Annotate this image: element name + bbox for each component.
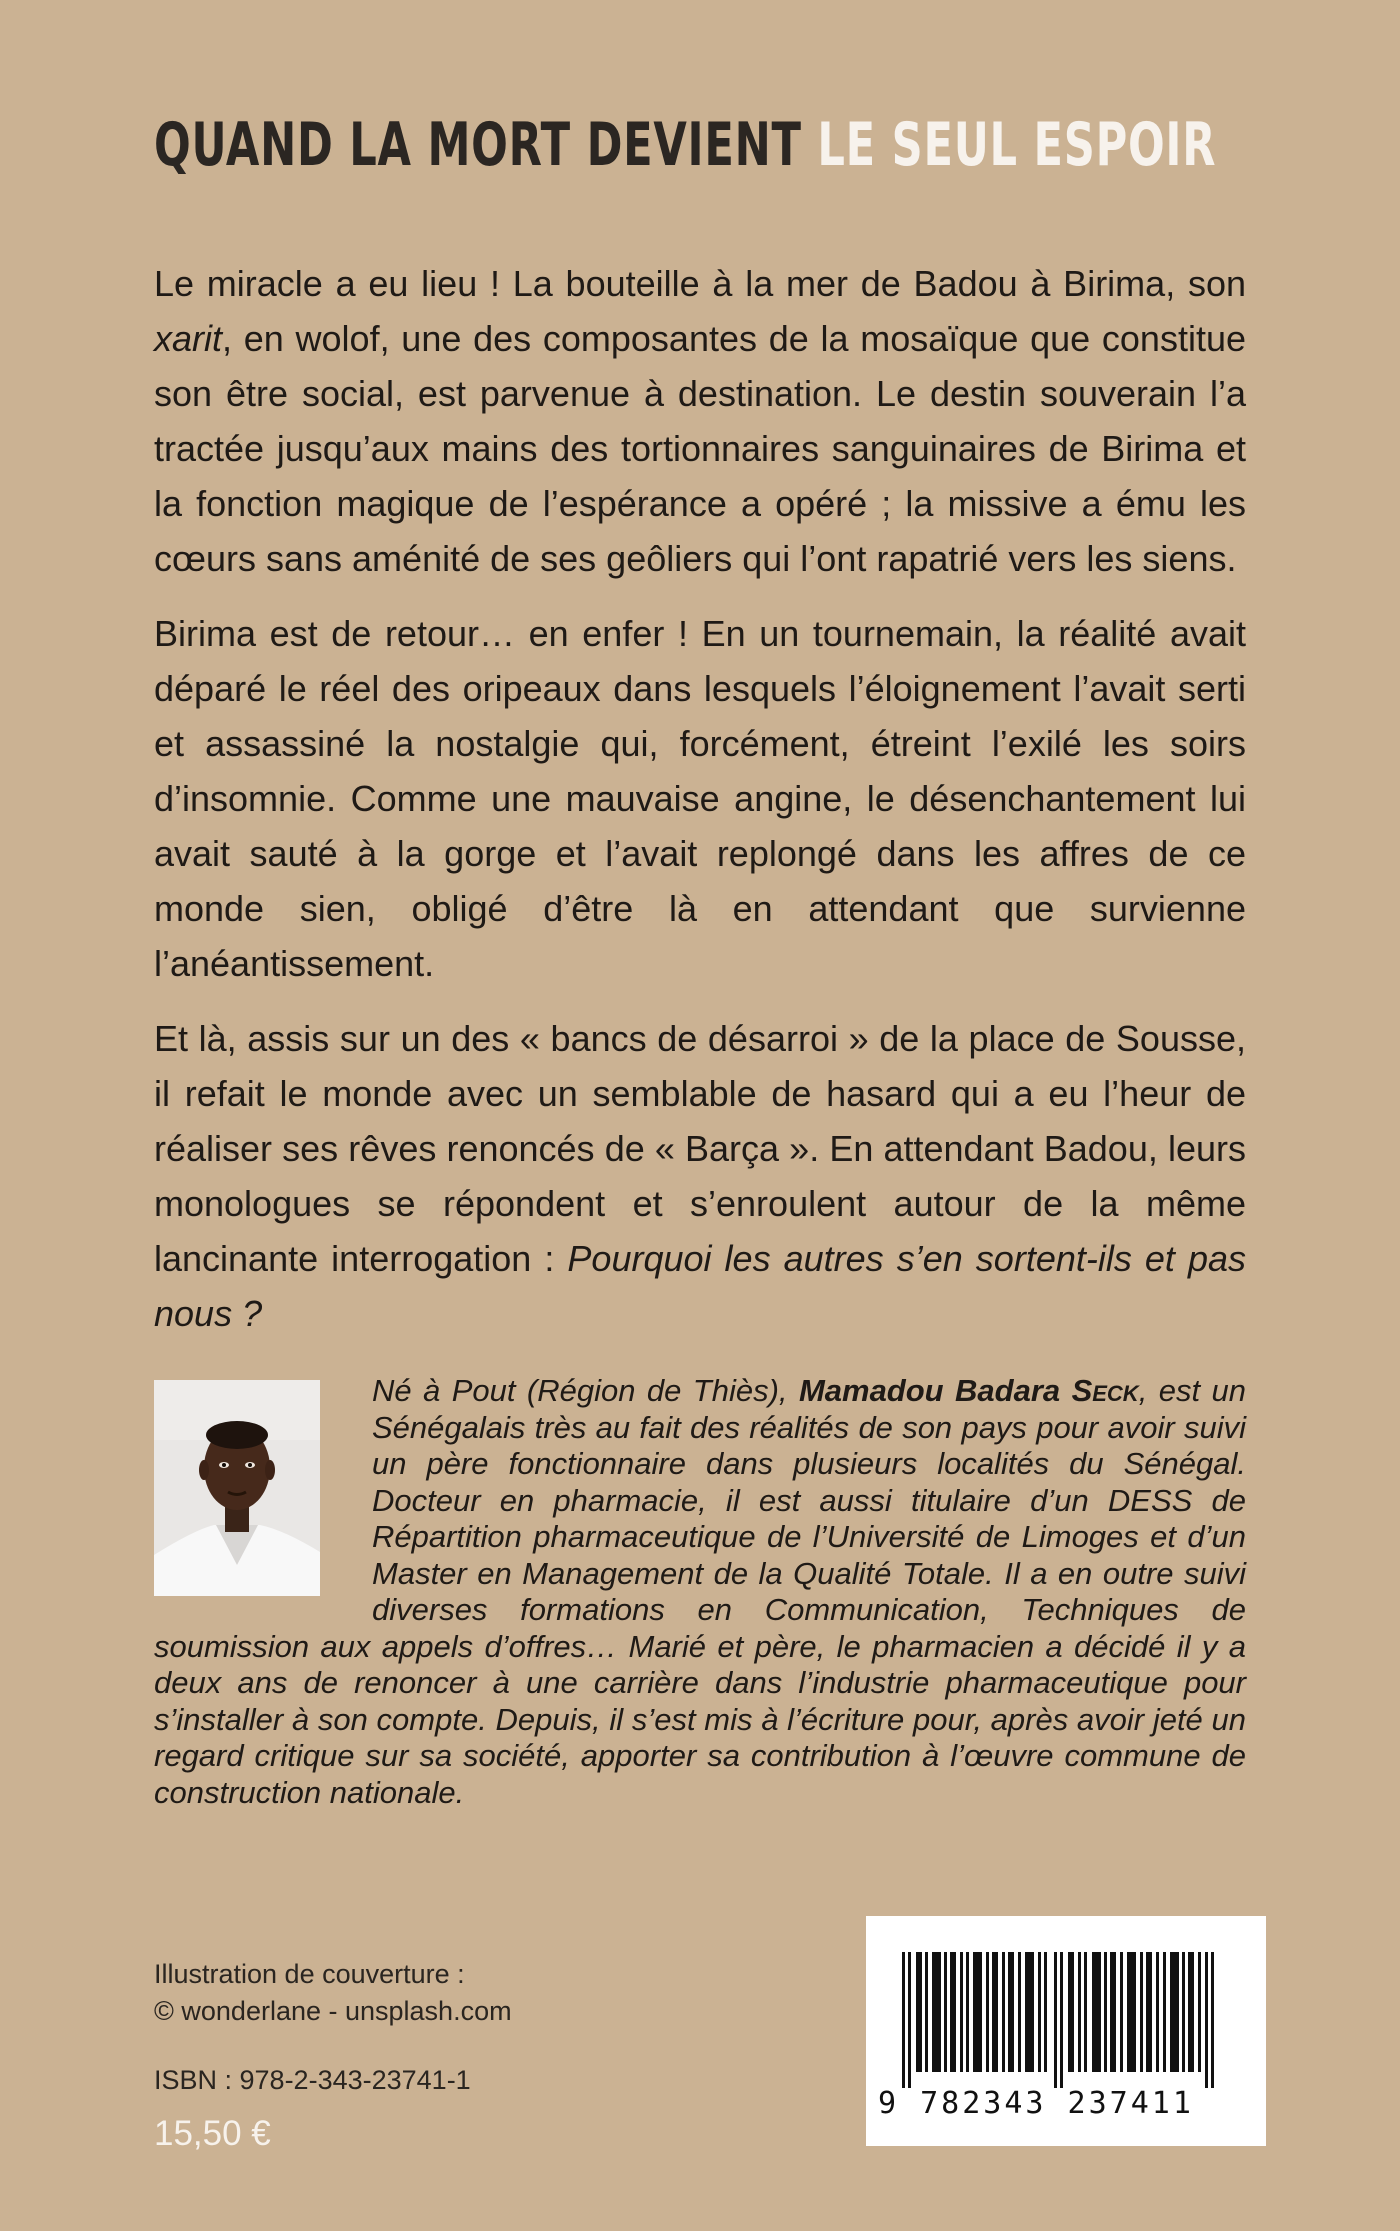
blurb-p1-text-a: Le miracle a eu lieu ! La bouteille à la mer de Badou à Birima, son — [154, 263, 1246, 304]
cover-title — [154, 110, 1217, 180]
back-cover-blurb — [154, 256, 1246, 1341]
blurb-p3-text: Et là, assis sur un des « bancs de désarroi » de la place de Sousse, il refait le monde avec un semblable de hasard qui a eu l’heur de réaliser ses rêves renoncés de « Barça ». En attendant Badou, leurs monologues se répondent et s’enroulent autour de la même lancinante interrogation : — [154, 1018, 1246, 1279]
bio-text-rest: , est un Sénégalais très au fait des réalités de son pays pour avoir suivi un père fonctionnaire dans plusieurs localités du Sénégal. Docteur en pharmacie, il est aussi titulaire d’un DESS de Répartition pharmaceutique de l’Université de Limoges et d’un Master en Management de la Qualité Totale. Il a en outre suivi diverses formations en Communication, Techniques de soumission aux appels d’offres… Marié et père, le pharmacien a décidé il y a deux ans de renoncer à une carrière dans l’industrie pharmaceutique pour s’installer à son compte. Depuis, il s’est mis à l’écriture pour, après avoir jeté un regard critique sur sa société, apporter sa contribution à l’œuvre commune de construction nationale. — [154, 1373, 1246, 1810]
title-part-light: LE SEUL ESPOIR — [817, 110, 1217, 180]
author-photo — [154, 1380, 320, 1596]
barcode — [866, 1916, 1266, 2146]
blurb-p1-text-b: , en wolof, une des composantes de la mosaïque que constitue son être social, est parvenue à destination. Le destin souverain l’a tractée jusqu’aux mains des tortionnaires sanguinaires de Birima et la fonction magique de l’espérance a opéré ; la missive a ému les cœurs sans aménité de ses geôliers qui l’ont rapatrié vers les siens. — [154, 318, 1246, 579]
author-bio — [154, 1373, 1246, 1811]
price: 15,50 € — [154, 2114, 271, 2153]
blurb-p3-italic-question: Pourquoi les autres s’en sortent-ils et pas nous ? — [154, 1238, 1247, 1334]
barcode-bars — [878, 1952, 1254, 2088]
blurb-paragraph-1 — [154, 256, 1246, 586]
credit-label: Illustration de couverture : — [154, 1959, 465, 1989]
cover-credit — [154, 1956, 512, 2030]
blurb-paragraph-3 — [154, 1011, 1246, 1341]
credit-source: © wonderlane - unsplash.com — [154, 1996, 512, 2026]
bio-text-start: Né à Pout (Région de Thiès), — [372, 1373, 799, 1408]
title-part-dark: QUAND LA MORT DEVIENT — [154, 110, 802, 180]
author-surname: Seck — [1071, 1373, 1139, 1408]
author-name: Mamadou Badara — [798, 1373, 1072, 1408]
blurb-paragraph-2: Birima est de retour… en enfer ! En un tournemain, la réalité avait déparé le réel des oripeaux dans lesquels l’éloignement l’avait serti et assassiné la nostalgie qui, forcément, étreint l’exilé les soirs d’insomnie. Comme une mauvaise angine, le désenchantement lui avait sauté à la gorge et l’avait replongé dans les affres de ce monde sien, obligé d’être là en attendant que survienne l’anéantissement. — [154, 613, 1246, 984]
barcode-digits: 9 782343 237411 — [878, 2086, 1194, 2121]
isbn: ISBN : 978-2-343-23741-1 — [154, 2065, 471, 2095]
author-portrait-image — [154, 1380, 320, 1596]
blurb-p1-italic-word: xarit — [154, 318, 223, 359]
